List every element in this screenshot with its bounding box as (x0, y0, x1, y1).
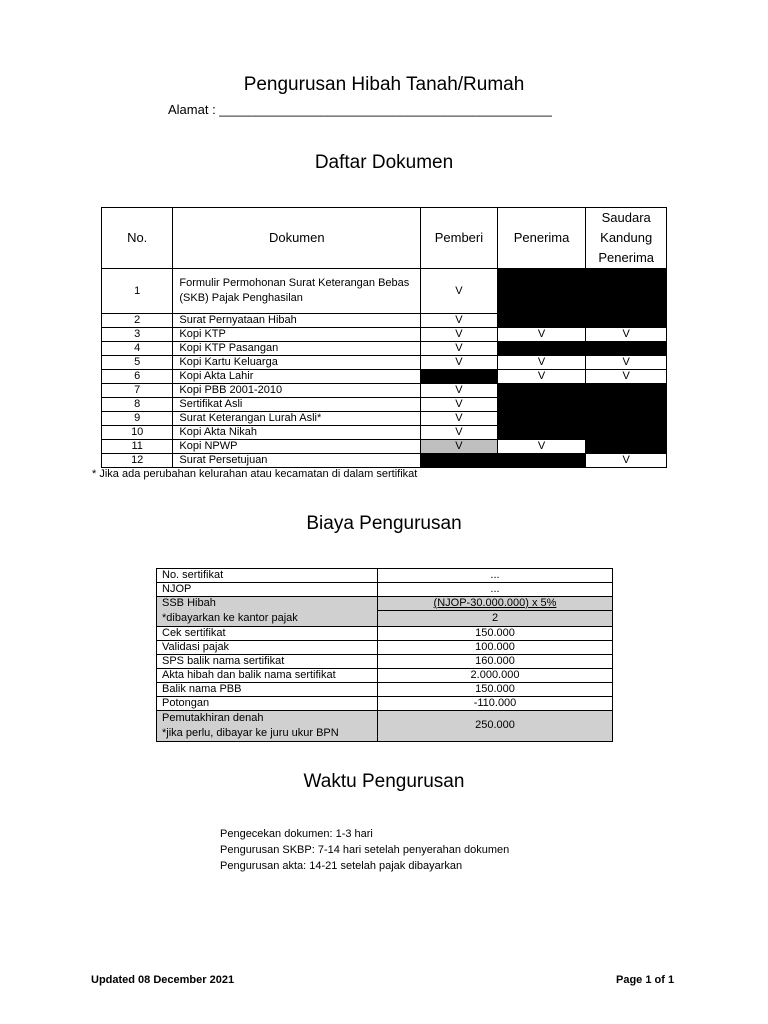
table-row (102, 384, 667, 398)
row-pemberi: V (421, 269, 497, 314)
table-row (157, 583, 613, 597)
row-no: 7 (102, 384, 173, 398)
row-doc: Surat Pernyataan Hibah (173, 314, 421, 328)
cost-value: (NJOP-30.000.000) x 5% (378, 597, 613, 611)
section-documents-title: Daftar Dokumen (314, 152, 454, 173)
row-blocked-cell (497, 269, 666, 328)
row-doc: Formulir Permohonan Surat Keterangan Bebas (SKB) Pajak Penghasilan (173, 269, 421, 314)
header-pemberi: Pemberi (421, 208, 497, 269)
row-no: 9 (102, 412, 173, 426)
row-no: 10 (102, 426, 173, 440)
row-doc: Kopi NPWP (173, 440, 421, 454)
row-doc: Kopi Akta Lahir (173, 370, 421, 384)
row-doc: Surat Keterangan Lurah Asli* (173, 412, 421, 426)
row-no: 1 (102, 269, 173, 314)
table-row (157, 640, 613, 654)
table-row (157, 611, 613, 627)
table-row (102, 440, 667, 454)
footer-updated: Updated 08 December 2021 (91, 974, 235, 986)
alamat-label: Alamat : ______________________________________________ (168, 102, 552, 117)
header-penerima: Penerima (497, 208, 586, 269)
row-penerima: V (497, 328, 586, 342)
row-no: 2 (102, 314, 173, 328)
row-blocked-cell (586, 440, 667, 454)
documents-footnote: * Jika ada perubahan kelurahan atau kecamatan di dalam sertifikat (92, 468, 418, 480)
cost-label: Balik nama PBB (157, 682, 378, 696)
row-pemberi: V (421, 426, 497, 440)
row-pemberi: V (421, 342, 497, 356)
cost-value: 2.000.000 (378, 668, 613, 682)
cost-label: Akta hibah dan balik nama sertifikat (157, 668, 378, 682)
table-row (157, 597, 613, 611)
row-pemberi: V (421, 412, 497, 426)
row-doc: Kopi Akta Nikah (173, 426, 421, 440)
table-row (102, 370, 667, 384)
footer-page: Page 1 of 1 (616, 974, 675, 986)
cost-value: 100.000 (378, 640, 613, 654)
cost-value: 2 (378, 611, 613, 627)
cost-value: 150.000 (378, 682, 613, 696)
row-saudara: V (586, 356, 667, 370)
table-row (157, 626, 613, 640)
row-blocked-cell (497, 384, 666, 440)
table-row (157, 710, 613, 741)
cost-value: -110.000 (378, 696, 613, 710)
cost-value: 150.000 (378, 626, 613, 640)
cost-value: 160.000 (378, 654, 613, 668)
row-pemberi: V (421, 398, 497, 412)
cost-label: No. sertifikat (157, 569, 378, 583)
cost-label: *dibayarkan ke kantor pajak (157, 611, 378, 627)
row-no: 11 (102, 440, 173, 454)
table-row (157, 682, 613, 696)
row-penerima: V (497, 440, 586, 454)
row-doc: Surat Persetujuan (173, 454, 421, 468)
cost-value: 250.000 (378, 710, 613, 741)
row-no: 4 (102, 342, 173, 356)
header-no: No. (102, 208, 173, 269)
table-row (102, 269, 667, 314)
table-row (157, 569, 613, 583)
row-doc: Kopi PBB 2001-2010 (173, 384, 421, 398)
table-row (102, 342, 667, 356)
row-saudara: V (586, 328, 667, 342)
time-line: Pengecekan dokumen: 1-3 hari (220, 828, 373, 840)
cost-label-note: *jika perlu, dibayar ke juru ukur BPN (162, 726, 339, 739)
time-line: Pengurusan akta: 14-21 setelah pajak dibayarkan (220, 860, 463, 872)
cost-label: Potongan (157, 696, 378, 710)
section-costs-title: Biaya Pengurusan (306, 513, 462, 534)
row-no: 5 (102, 356, 173, 370)
table-row (157, 654, 613, 668)
row-doc: Kopi KTP Pasangan (173, 342, 421, 356)
row-pemberi: V (421, 328, 497, 342)
row-blocked-cell (421, 454, 586, 468)
section-time-title: Waktu Pengurusan (303, 771, 465, 792)
cost-label: Validasi pajak (157, 640, 378, 654)
table-row (102, 328, 667, 342)
row-saudara: V (586, 370, 667, 384)
row-penerima: V (497, 370, 586, 384)
row-no: 12 (102, 454, 173, 468)
row-no: 8 (102, 398, 173, 412)
cost-label: SPS balik nama sertifikat (157, 654, 378, 668)
documents-table (101, 207, 667, 468)
cost-label (157, 710, 378, 741)
row-pemberi: V (421, 356, 497, 370)
cost-label: NJOP (157, 583, 378, 597)
row-doc: Sertifikat Asli (173, 398, 421, 412)
page-title: Pengurusan Hibah Tanah/Rumah (243, 74, 525, 95)
cost-label: SSB Hibah (157, 597, 378, 611)
row-saudara: V (586, 454, 667, 468)
costs-table (156, 568, 613, 742)
row-doc: Kopi Kartu Keluarga (173, 356, 421, 370)
cost-value: ... (378, 583, 613, 597)
row-doc: Kopi KTP (173, 328, 421, 342)
row-pemberi: V (421, 440, 497, 454)
documents-header-row (102, 208, 667, 269)
row-blocked-cell (421, 370, 497, 384)
row-pemberi: V (421, 314, 497, 328)
row-no: 3 (102, 328, 173, 342)
cost-label: Cek sertifikat (157, 626, 378, 640)
table-row (157, 696, 613, 710)
time-line: Pengurusan SKBP: 7-14 hari setelah penyerahan dokumen (220, 844, 510, 856)
table-row (102, 454, 667, 468)
table-row (102, 356, 667, 370)
row-blocked-cell (497, 342, 666, 356)
row-pemberi: V (421, 384, 497, 398)
cost-value: ... (378, 569, 613, 583)
header-dokumen: Dokumen (173, 208, 421, 269)
row-no: 6 (102, 370, 173, 384)
table-row (157, 668, 613, 682)
cost-label-main: Pemutakhiran denah (162, 711, 264, 724)
row-penerima: V (497, 356, 586, 370)
header-saudara: Saudara Kandung Penerima (586, 208, 667, 269)
